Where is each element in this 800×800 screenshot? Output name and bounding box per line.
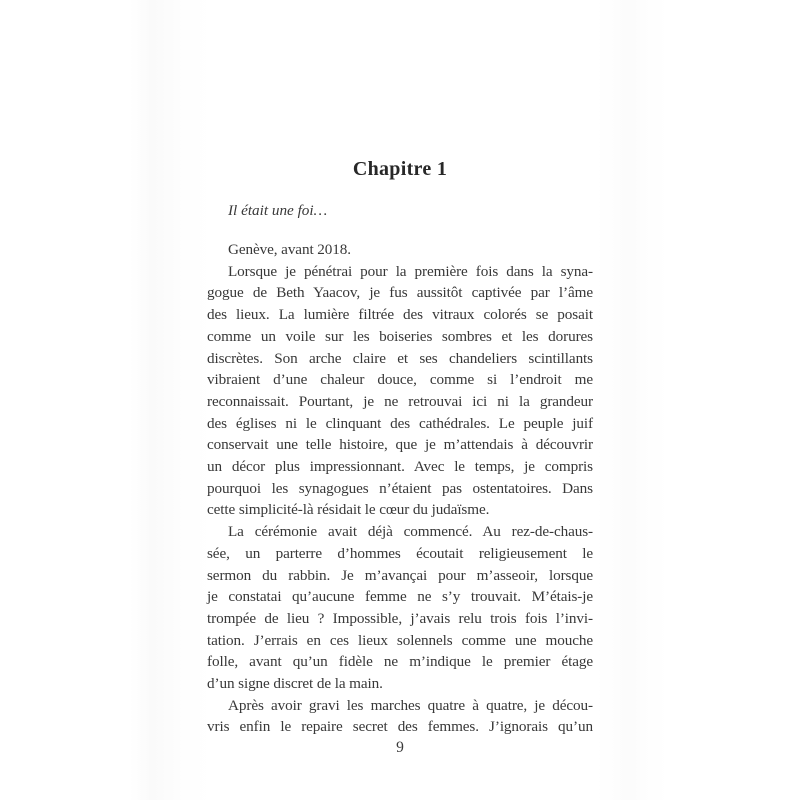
text-line: un décor plus impressionnant. Avec le temps, je compris	[207, 458, 593, 476]
text-line: comme un voile sur les boiseries sombres et les dorures	[207, 327, 593, 345]
text-line: folle, avant qu’un fidèle ne m’indique le premier étage	[207, 653, 593, 671]
text-line: des lieux. La lumière filtrée des vitraux colorés se posait	[207, 306, 593, 324]
text-line: cette simplicité-là résidait le cœur du judaïsme.	[207, 501, 490, 519]
paragraph	[207, 239, 593, 261]
text-line: sée, un parterre d’hommes écoutait religieusement le	[207, 544, 593, 562]
text-line: reconnaissait. Pourtant, je ne retrouvai ici ni la grandeur	[207, 392, 593, 410]
text-line: vibraient d’une chaleur douce, comme si l’endroit me	[207, 371, 593, 389]
text-line: conservait une telle histoire, que je m’attendais à découvrir	[207, 436, 593, 454]
text-line: vris enfin le repaire secret des femmes. J’ignorais qu’un	[207, 718, 593, 736]
text-line: sermon du rabbin. Je m’avançai pour m’asseoir, lorsque	[207, 566, 593, 584]
paragraph	[207, 261, 593, 521]
text-line: Lorsque je pénétrai pour la première fois dans la syna-	[228, 262, 593, 280]
text-line: La cérémonie avait déjà commencé. Au rez-de-chaus-	[228, 523, 593, 541]
paragraph	[207, 695, 593, 738]
text-line: Après avoir gravi les marches quatre à quatre, je décou-	[228, 696, 593, 714]
text-line: d’un signe discret de la main.	[207, 675, 383, 693]
text-column	[207, 157, 593, 738]
text-line: des églises ni le clinquant des cathédrales. Le peuple juif	[207, 414, 593, 432]
text-line: Genève, avant 2018.	[228, 241, 351, 258]
text-line: je constatai qu’aucune femme ne s’y trouvait. M’étais-je	[207, 588, 593, 606]
chapter-heading: Chapitre 1	[352, 158, 448, 180]
text-line: pourquoi les synagogues n’étaient pas ostentatoires. Dans	[207, 479, 593, 497]
text-line: trompée de lieu ? Impossible, j’avais relu trois fois l’invi-	[207, 609, 593, 627]
text-line: tation. J’errais en ces lieux solennels comme une mouche	[207, 631, 593, 649]
text-line: gogue de Beth Yaacov, je fus aussitôt captivée par l’âme	[207, 284, 593, 302]
text-line: discrètes. Son arche claire et ses chandeliers scintillants	[207, 349, 593, 367]
page-number: 9	[396, 739, 404, 756]
paragraphs	[207, 239, 593, 738]
paragraph	[207, 521, 593, 695]
epigraph: Il était une foi…	[228, 202, 328, 219]
